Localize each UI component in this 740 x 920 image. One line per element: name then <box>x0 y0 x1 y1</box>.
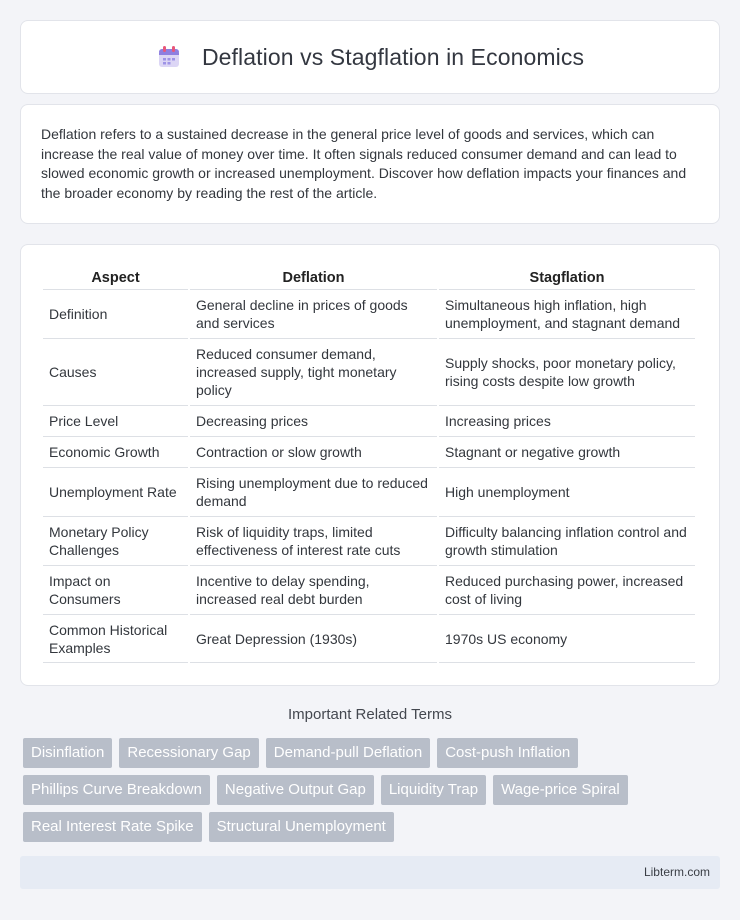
cell-stagflation: High unemployment <box>439 467 695 516</box>
cell-aspect: Price Level <box>43 405 188 436</box>
calendar-icon <box>156 44 182 70</box>
footer-link[interactable]: Libterm.com <box>643 865 710 879</box>
tag-recessionary-gap[interactable]: Recessionary Gap <box>119 738 258 768</box>
table-row <box>43 405 695 436</box>
cell-aspect: Definition <box>43 289 188 338</box>
cell-deflation: Great Depression (1930s) <box>190 614 437 663</box>
tag-negative-output-gap[interactable]: Negative Output Gap <box>217 775 374 805</box>
intro-card <box>20 104 720 224</box>
cell-stagflation: Difficulty balancing inflation control and growth stimulation <box>439 516 695 565</box>
header-stagflation: Stagflation <box>529 270 605 286</box>
cell-aspect: Monetary Policy Challenges <box>43 516 188 565</box>
table-row <box>43 467 695 516</box>
related-terms-list <box>23 738 723 849</box>
cell-deflation: General decline in prices of goods and services <box>190 289 437 338</box>
cell-aspect: Impact on Consumers <box>43 565 188 614</box>
tag-structural-unemployment[interactable]: Structural Unemployment <box>209 812 394 842</box>
cell-stagflation: 1970s US economy <box>439 614 695 663</box>
cell-deflation: Decreasing prices <box>190 405 437 436</box>
table-row <box>43 289 695 338</box>
tag-demand-pull-deflation[interactable]: Demand-pull Deflation <box>266 738 430 768</box>
related-terms-title: Important Related Terms <box>288 706 452 723</box>
tag-row <box>23 775 723 805</box>
tag-row <box>23 812 723 842</box>
tag-wage-price-spiral[interactable]: Wage-price Spiral <box>493 775 628 805</box>
cell-aspect: Causes <box>43 338 188 405</box>
tag-liquidity-trap[interactable]: Liquidity Trap <box>381 775 486 805</box>
table-row <box>43 436 695 467</box>
header-deflation: Deflation <box>282 270 345 286</box>
table-row <box>43 614 695 663</box>
cell-stagflation: Reduced purchasing power, increased cost of living <box>439 565 695 614</box>
cell-deflation: Incentive to delay spending, increased real debt burden <box>190 565 437 614</box>
cell-deflation: Rising unemployment due to reduced demand <box>190 467 437 516</box>
comparison-table-card <box>20 244 720 686</box>
intro-text: Deflation refers to a sustained decrease in the general price level of goods and services, which can increase the real value of money over time. It often signals reduced consumer demand and can lead to slowed economic growth or increased unemployment. Discover how deflation impacts your finances and the broader economy by reading the rest of the article. <box>41 126 687 201</box>
cell-deflation: Risk of liquidity traps, limited effectiveness of interest rate cuts <box>190 516 437 565</box>
cell-deflation: Reduced consumer demand, increased supply, tight monetary policy <box>190 338 437 405</box>
cell-stagflation: Stagnant or negative growth <box>439 436 695 467</box>
page-title: Deflation vs Stagflation in Economics <box>201 43 585 70</box>
cell-stagflation: Simultaneous high inflation, high unemployment, and stagnant demand <box>439 289 695 338</box>
table-row <box>43 565 695 614</box>
title-wrap <box>156 44 584 71</box>
cell-aspect: Common Historical Examples <box>43 614 188 663</box>
footer <box>20 856 720 889</box>
cell-deflation: Contraction or slow growth <box>190 436 437 467</box>
header-card <box>20 20 720 94</box>
table-header-row <box>43 265 695 289</box>
header-aspect: Aspect <box>91 270 140 286</box>
table-row <box>43 338 695 405</box>
cell-aspect: Unemployment Rate <box>43 467 188 516</box>
cell-stagflation: Supply shocks, poor monetary policy, rising costs despite low growth <box>439 338 695 405</box>
tag-cost-push-inflation[interactable]: Cost-push Inflation <box>437 738 578 768</box>
tag-row <box>23 738 723 768</box>
tag-real-interest-rate-spike[interactable]: Real Interest Rate Spike <box>23 812 202 842</box>
table-row <box>43 516 695 565</box>
tag-disinflation[interactable]: Disinflation <box>23 738 112 768</box>
comparison-table <box>41 265 697 663</box>
cell-aspect: Economic Growth <box>43 436 188 467</box>
cell-stagflation: Increasing prices <box>439 405 695 436</box>
tag-phillips-curve-breakdown[interactable]: Phillips Curve Breakdown <box>23 775 210 805</box>
